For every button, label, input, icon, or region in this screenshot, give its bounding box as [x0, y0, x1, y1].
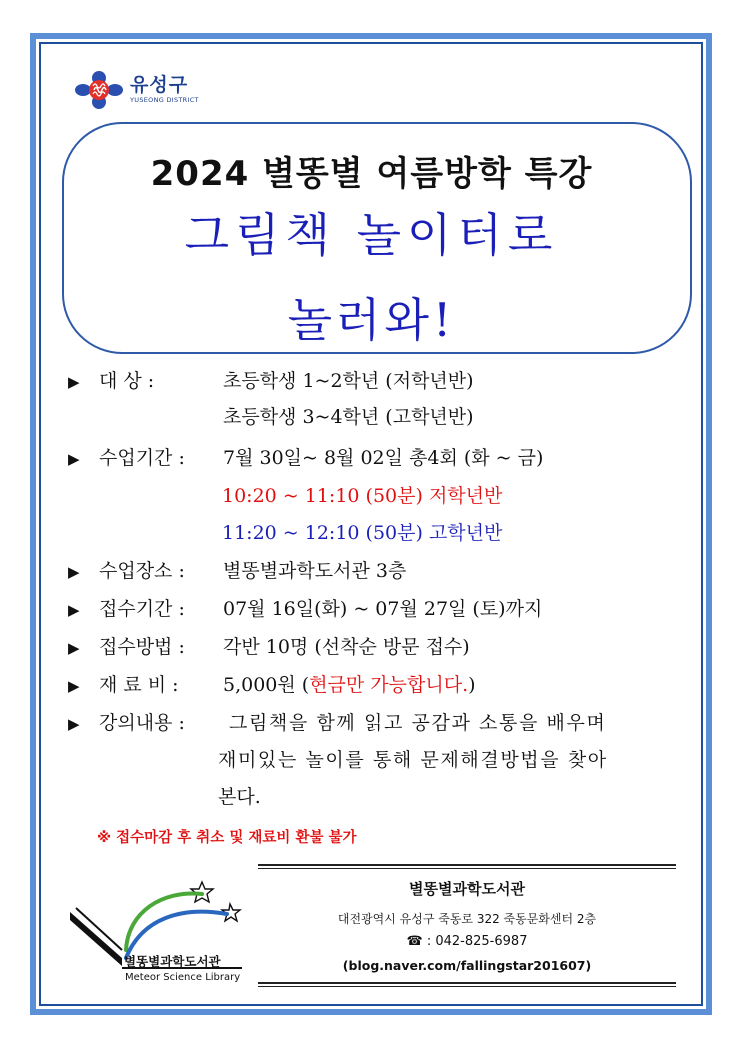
library-logo-name-ko: 별똥별과학도서관 — [124, 954, 221, 969]
content-line-2: 재미있는 놀이를 통해 문제해결방법을 찾아 — [218, 749, 608, 771]
fee-label: 재 료 비 : — [99, 674, 179, 696]
period-time-low: 10:20 ~ 11:10 (50분) 저학년반 — [222, 485, 503, 507]
target-value-2: 초등학생 3~4학년 (고학년반) — [223, 406, 474, 428]
library-logo-name-en: Meteor Science Library — [125, 972, 241, 983]
logo-name-en: YUSEONG DISTRICT — [130, 96, 199, 105]
library-name: 별똥별과학도서관 — [409, 880, 525, 898]
bullet-icon: ▶ — [68, 639, 80, 657]
reception-label: 접수기간 : — [99, 598, 185, 620]
place-value: 별똥별과학도서관 3층 — [223, 560, 407, 582]
footer-divider-bottom — [258, 982, 676, 984]
fee-amount: 5,000원 ( — [223, 674, 310, 696]
bullet-icon: ▶ — [68, 373, 80, 391]
bullet-icon: ▶ — [68, 450, 80, 468]
method-label: 접수방법 : — [99, 636, 185, 658]
title-line-2: 그림책 놀이터로 — [184, 208, 559, 262]
library-blog: (blog.naver.com/fallingstar201607) — [342, 958, 592, 973]
footer-divider-bottom-2 — [258, 986, 676, 987]
content-label: 강의내용 : — [99, 712, 185, 734]
method-value: 각반 10명 (선착순 방문 접수) — [223, 636, 470, 658]
bullet-icon: ▶ — [68, 715, 80, 733]
footer-divider-top — [258, 864, 676, 866]
library-phone: ☎ : 042-825-6987 — [406, 934, 528, 949]
place-label: 수업장소 : — [99, 560, 185, 582]
bullet-icon: ▶ — [68, 563, 80, 581]
bullet-icon: ▶ — [68, 677, 80, 695]
content-line-3: 본다. — [218, 786, 261, 808]
title-line-1: 2024 별똥별 여름방학 특강 — [150, 154, 593, 194]
yuseong-emblem-icon — [74, 70, 124, 110]
footer-divider-top-2 — [258, 868, 676, 869]
bullet-icon: ▶ — [68, 601, 80, 619]
target-value-1: 초등학생 1~2학년 (저학년반) — [223, 370, 474, 392]
cancellation-notice: ※ 접수마감 후 취소 및 재료비 환불 불가 — [97, 830, 357, 846]
title-line-3: 놀러와! — [287, 293, 456, 347]
period-time-high: 11:20 ~ 12:10 (50분) 고학년반 — [222, 522, 503, 544]
yuseong-logo — [74, 70, 199, 110]
target-label: 대 상 : — [99, 370, 155, 392]
fee-suffix: ) — [468, 674, 476, 696]
period-label: 수업기간 : — [99, 447, 185, 469]
content-line-1: 그림책을 함께 읽고 공감과 소통을 배우며 — [229, 712, 607, 734]
fee-value — [223, 676, 476, 695]
reception-value: 07월 16일(화) ~ 07월 27일 (토)까지 — [223, 598, 543, 620]
library-address: 대전광역시 유성구 죽동로 322 죽동문화센터 2층 — [337, 912, 597, 926]
period-value: 7월 30일~ 8월 02일 총4회 (화 ~ 금) — [223, 447, 544, 469]
fee-cash-only: 현금만 가능합니다. — [309, 674, 469, 696]
logo-name-ko: 유성구 — [130, 74, 189, 97]
